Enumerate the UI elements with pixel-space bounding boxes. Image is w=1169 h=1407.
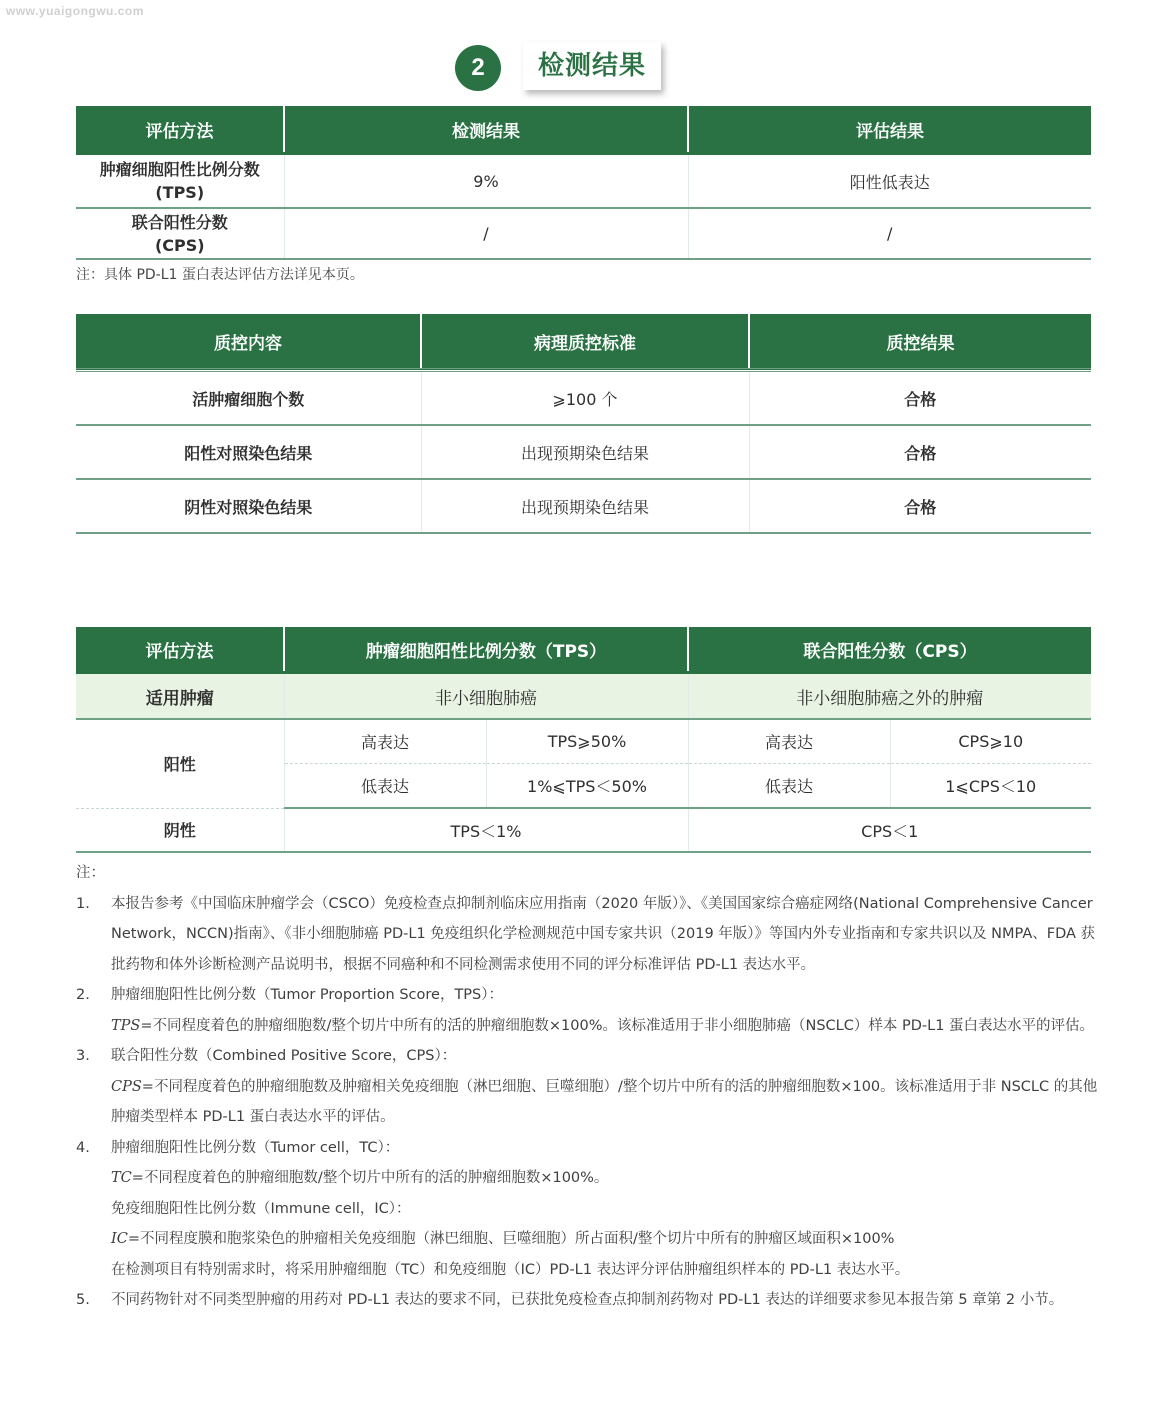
negative-cps-cell: CPS＜1 bbox=[688, 808, 1091, 852]
column-header: 检测结果 bbox=[284, 106, 688, 154]
note-item bbox=[76, 980, 1096, 1041]
cps-level-cell: 低表达 bbox=[688, 764, 890, 809]
note-item bbox=[76, 1285, 1096, 1316]
note-line: 肿瘤细胞阳性比例分数（Tumor cell，TC）： bbox=[111, 1139, 400, 1156]
qc-standard-cell: ⩾100 个 bbox=[421, 370, 749, 425]
column-header: 评估方法 bbox=[76, 627, 284, 673]
note-number: 2. bbox=[76, 987, 90, 1003]
qc-table bbox=[76, 314, 1091, 534]
note-item bbox=[76, 889, 1096, 981]
note-formula bbox=[111, 1011, 1096, 1042]
note-line: 免疫细胞阳性比例分数（Immune cell，IC）： bbox=[111, 1200, 411, 1217]
section-number-badge: 2 bbox=[455, 45, 501, 91]
column-header: 肿瘤细胞阳性比例分数（TPS） bbox=[284, 627, 688, 673]
row-label: 阳性 bbox=[76, 719, 284, 808]
formula-text: =不同程度膜和胞浆染色的肿瘤相关免疫细胞（淋巴细胞、巨噬细胞）所占面积/整个切片中所有的肿瘤区域面积×100% bbox=[127, 1231, 895, 1247]
cps-level-cell: 高表达 bbox=[688, 719, 890, 764]
notes-section bbox=[76, 858, 1096, 1316]
criteria-table bbox=[76, 627, 1091, 853]
formula-symbol: IC bbox=[111, 1231, 128, 1247]
notes-heading: 注： bbox=[76, 865, 105, 881]
method-cell bbox=[76, 208, 284, 259]
note-line: Network，NCCN)指南》、《非小细胞肺癌 PD-L1 免疫组织化学检测规范中国专家共识（2019 年版）》等国内外专业指南和专家共识以及 NMPA、FDA 获 bbox=[111, 926, 1096, 942]
note-number: 4. bbox=[76, 1139, 90, 1156]
qc-result-cell: 合格 bbox=[749, 370, 1091, 425]
note-line: 在检测项目有特别需求时，将采用肿瘤细胞（TC）和免疫细胞（IC）PD-L1 表达评分评估肿瘤组织样本的 PD-L1 表达水平。 bbox=[111, 1261, 910, 1278]
note-item bbox=[76, 1041, 1096, 1133]
table-header-row bbox=[76, 314, 1091, 370]
qc-item-cell: 阳性对照染色结果 bbox=[76, 425, 421, 479]
result-cell: 9% bbox=[284, 154, 688, 209]
tps-level-cell: 高表达 bbox=[284, 719, 486, 764]
note-line: 本报告参考《中国临床肿瘤学会（CSCO）免疫检查点抑制剂临床应用指南（2020 年版）》、《美国国家综合癌症网络(National Comprehensive Cancer bbox=[111, 895, 1093, 912]
formula-symbol: CPS bbox=[111, 1078, 142, 1095]
cps-range-cell: CPS⩾10 bbox=[890, 719, 1091, 764]
note-line: 批药物和体外诊断检测产品说明书，根据不同癌种和不同检测需求使用不同的评分标准评估 PD-L1 表达水平。 bbox=[111, 956, 816, 973]
note-formula bbox=[111, 1163, 1096, 1194]
note-number: 1. bbox=[76, 895, 90, 912]
note-number: 3. bbox=[76, 1048, 90, 1064]
method-cell bbox=[76, 154, 284, 209]
note-item bbox=[76, 1133, 1096, 1286]
notes-list bbox=[76, 889, 1096, 1316]
qc-standard-cell: 出现预期染色结果 bbox=[421, 425, 749, 479]
table-row bbox=[76, 208, 1091, 259]
note-line: 不同药物针对不同类型肿瘤的用药对 PD-L1 表达的要求不同，已获批免疫检查点抑制剂药物对 PD-L1 表达的详细要求参见本报告第 5 章第 2 小节。 bbox=[111, 1292, 1064, 1308]
tps-range-cell: TPS⩾50% bbox=[486, 719, 688, 764]
table-row bbox=[76, 808, 1091, 852]
formula-symbol: TC bbox=[111, 1170, 132, 1186]
column-header: 质控内容 bbox=[76, 314, 421, 370]
watermark-text: www.yuaigongwu.com bbox=[6, 4, 144, 18]
note-line: 肿瘤类型样本 PD-L1 蛋白表达水平的评估。 bbox=[111, 1109, 395, 1125]
note-line: 联合阳性分数（Combined Positive Score，CPS）： bbox=[111, 1048, 457, 1064]
table-row bbox=[76, 425, 1091, 479]
qc-result-cell: 合格 bbox=[749, 479, 1091, 533]
qc-result-cell: 合格 bbox=[749, 425, 1091, 479]
evaluation-cell: / bbox=[688, 208, 1091, 259]
note-line: 肿瘤细胞阳性比例分数（Tumor Proportion Score，TPS）： bbox=[111, 987, 504, 1003]
formula-text: =不同程度着色的肿瘤细胞数及肿瘤相关免疫细胞（淋巴细胞、巨噬细胞）/整个切片中所有的活的肿瘤细胞数×100。该标准适用于非 NSCLC 的其他 bbox=[141, 1078, 1098, 1095]
section-title-label: 检测结果 bbox=[523, 42, 661, 90]
note-formula bbox=[111, 1072, 1096, 1103]
formula-text: =不同程度着色的肿瘤细胞数/整个切片中所有的活的肿瘤细胞数×100%。该标准适用于非小细胞肺癌（NSCLC）样本 PD-L1 蛋白表达水平的评估。 bbox=[140, 1017, 1095, 1034]
table-header-row bbox=[76, 106, 1091, 154]
evaluation-cell: 阳性低表达 bbox=[688, 154, 1091, 209]
cps-range-cell: 1⩽CPS＜10 bbox=[890, 764, 1091, 809]
column-header: 评估结果 bbox=[688, 106, 1091, 154]
formula-text: =不同程度着色的肿瘤细胞数/整个切片中所有的活的肿瘤细胞数×100%。 bbox=[131, 1170, 609, 1186]
table-header-row bbox=[76, 627, 1091, 673]
results-table bbox=[76, 106, 1091, 260]
table-row bbox=[76, 719, 1091, 764]
tps-level-cell: 低表达 bbox=[284, 764, 486, 809]
column-header: 评估方法 bbox=[76, 106, 284, 154]
applicable-tps-cell: 非小细胞肺癌 bbox=[284, 673, 688, 720]
table-row bbox=[76, 479, 1091, 533]
method-name: 联合阳性分数 bbox=[131, 212, 228, 232]
qc-item-cell: 阴性对照染色结果 bbox=[76, 479, 421, 533]
results-note: 注：具体 PD-L1 蛋白表达评估方法详见本页。 bbox=[76, 267, 364, 283]
note-number: 5. bbox=[76, 1292, 90, 1308]
table-row bbox=[76, 370, 1091, 425]
row-label: 阴性 bbox=[76, 808, 284, 852]
table-row bbox=[76, 673, 1091, 720]
row-label: 适用肿瘤 bbox=[76, 673, 284, 720]
column-header: 联合阳性分数（CPS） bbox=[688, 627, 1091, 673]
column-header: 质控结果 bbox=[749, 314, 1091, 370]
result-cell: / bbox=[284, 208, 688, 259]
note-formula bbox=[111, 1224, 1096, 1255]
applicable-cps-cell: 非小细胞肺癌之外的肿瘤 bbox=[688, 673, 1091, 720]
method-name: 肿瘤细胞阳性比例分数 bbox=[99, 160, 260, 179]
tps-range-cell: 1%⩽TPS＜50% bbox=[486, 764, 688, 809]
method-abbrev: (TPS) bbox=[155, 183, 205, 202]
method-abbrev: (CPS) bbox=[154, 235, 205, 255]
formula-symbol: TPS bbox=[111, 1017, 141, 1034]
table-row bbox=[76, 154, 1091, 209]
column-header: 病理质控标准 bbox=[421, 314, 749, 370]
qc-standard-cell: 出现预期染色结果 bbox=[421, 479, 749, 533]
negative-tps-cell: TPS＜1% bbox=[284, 808, 688, 852]
qc-item-cell: 活肿瘤细胞个数 bbox=[76, 370, 421, 425]
